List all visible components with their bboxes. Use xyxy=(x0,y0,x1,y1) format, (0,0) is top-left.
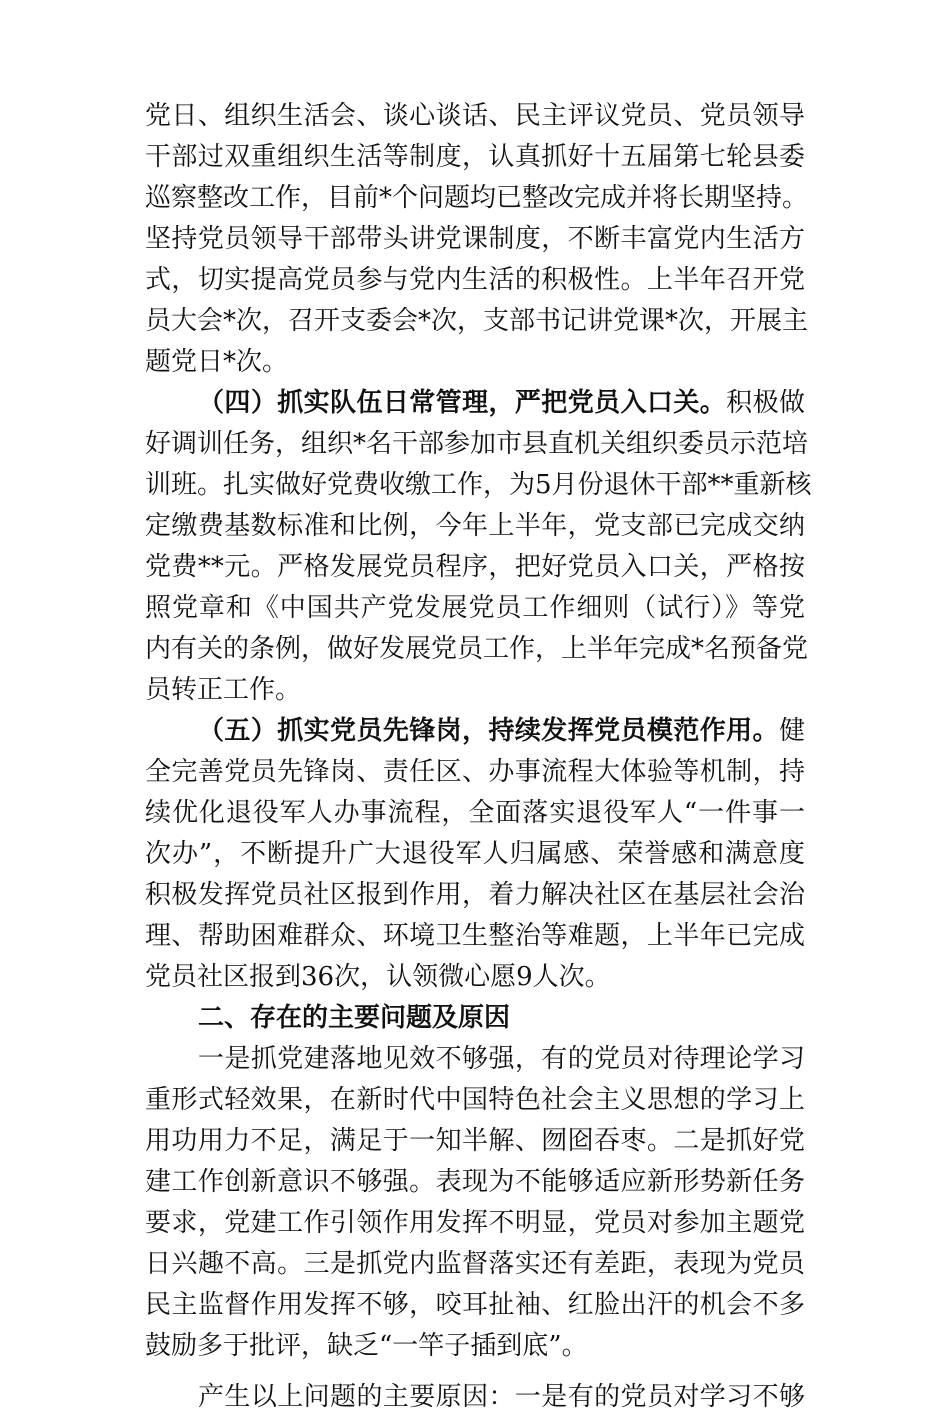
text-line: 员转正工作。 xyxy=(145,675,302,705)
text-line: 坚持党员领导干部带头讲党课制度，不断丰富党内生活方 xyxy=(145,224,805,254)
text-line: 训班。扎实做好党费收缴工作，为5月份退休干部**重新核 xyxy=(145,470,812,500)
section-heading: 二、存在的主要问题及原因 xyxy=(198,1003,511,1033)
subsection-heading: （四）抓实队伍日常管理，严把党员入口关。 xyxy=(198,388,727,418)
text-span: 积极做 xyxy=(726,388,805,418)
paragraph-heading-line xyxy=(198,383,805,423)
text-line: 一是抓党建落地见效不够强，有的党员对待理论学习 xyxy=(198,1044,805,1074)
text-line: 产生以上问题的主要原因：一是有的党员对学习不够 xyxy=(198,1382,805,1412)
text-span: 健 xyxy=(778,716,805,746)
text-line: 党日、组织生活会、谈心谈话、民主评议党员、党员领导 xyxy=(145,101,805,131)
text-line: 理、帮助困难群众、环境卫生整治等难题，上半年已完成 xyxy=(145,921,805,951)
text-line: 积极发挥党员社区报到作用，着力解决社区在基层社会治 xyxy=(145,880,805,910)
text-line: 全完善党员先锋岗、责任区、办事流程大体验等机制，持 xyxy=(145,757,805,787)
text-line: 定缴费基数标准和比例，今年上半年，党支部已完成交纳 xyxy=(145,511,805,541)
text-line: 员大会*次，召开支委会*次，支部书记讲党课*次，开展主 xyxy=(145,306,809,336)
text-line: 续优化退役军人办事流程，全面落实退役军人“一件事一 xyxy=(145,798,805,828)
paragraph-heading-line xyxy=(198,711,805,751)
text-line: 好调训任务，组织*名干部参加市县直机关组织委员示范培 xyxy=(145,429,809,459)
text-line: 题党日*次。 xyxy=(145,347,289,377)
text-line: 照党章和《中国共产党发展党员工作细则（试行）》等党 xyxy=(145,593,805,623)
text-line: 党费**元。严格发展党员程序，把好党员入口关，严格按 xyxy=(145,552,805,582)
text-line: 党员社区报到36次，认领微心愿9人次。 xyxy=(145,962,611,992)
text-line: 内有关的条例，做好发展党员工作，上半年完成*名预备党 xyxy=(145,634,809,664)
subsection-heading: （五）抓实党员先锋岗，持续发挥党员模范作用。 xyxy=(198,716,779,746)
text-line: 要求，党建工作引领作用发挥不明显，党员对参加主题党 xyxy=(145,1208,805,1238)
text-line: 重形式轻效果，在新时代中国特色社会主义思想的学习上 xyxy=(145,1085,805,1115)
text-line: 巡察整改工作，目前*个问题均已整改完成并将长期坚持。 xyxy=(145,183,809,213)
text-line: 民主监督作用发挥不够，咬耳扯袖、红脸出汗的机会不多 xyxy=(145,1290,805,1320)
text-line: 建工作创新意识不够强。表现为不能够适应新形势新任务 xyxy=(145,1167,805,1197)
text-line: 干部过双重组织生活等制度，认真抓好十五届第七轮县委 xyxy=(145,142,805,172)
text-line: 日兴趣不高。三是抓党内监督落实还有差距，表现为党员 xyxy=(145,1249,805,1279)
text-line: 用功用力不足，满足于一知半解、囫囵吞枣。二是抓好党 xyxy=(145,1126,805,1156)
text-line: 次办”，不断提升广大退役军人归属感、荣誉感和满意度 xyxy=(145,839,805,869)
text-line: 鼓励多于批评，缺乏“一竿子插到底”。 xyxy=(145,1331,588,1361)
text-line: 式，切实提高党员参与党内生活的积极性。上半年召开党 xyxy=(145,265,805,295)
